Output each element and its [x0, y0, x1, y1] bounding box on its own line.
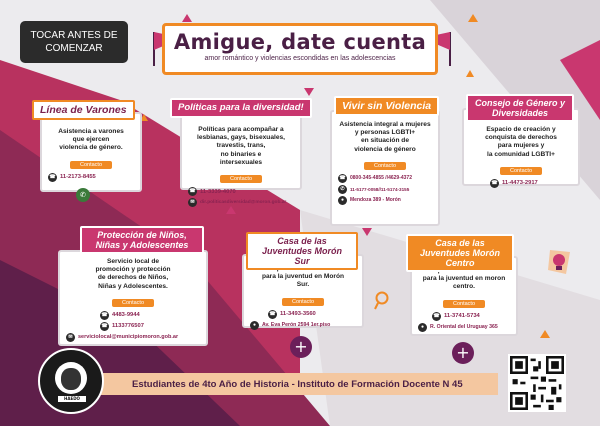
card-linea-varones: [40, 112, 142, 192]
contact-row[interactable]: ✉ dir.politicasdiversidad@moron.gob.ar: [188, 198, 300, 207]
decor-triangle: [540, 330, 550, 338]
card-label-vivir-sin-violencia: Vivir sin Violencia: [334, 96, 439, 116]
location-icon: ●: [418, 323, 427, 332]
contact-label: Contacto: [220, 175, 262, 183]
email-icon: ✉: [188, 198, 197, 207]
email-icon: ✉: [66, 333, 75, 342]
phone-icon: ☎: [101, 311, 108, 318]
card-description: para la juventud en Morón Sur.: [261, 273, 345, 289]
phone-icon: ☎: [269, 310, 276, 317]
contact-row[interactable]: ☎ 11-3741-5734: [433, 312, 480, 320]
decor-triangle: [466, 70, 474, 77]
card-vivir-sin-violencia: [330, 110, 440, 226]
contact-row[interactable]: ☎ 0800-345-4855 //4629-4372: [339, 174, 412, 182]
header-banner: [162, 23, 438, 75]
qr-code[interactable]: [508, 354, 566, 412]
footer-text: Estudiantes de 4to Año de Historia - Instituto de Formación Docente N 45: [132, 379, 463, 390]
seal-portrait: [61, 368, 81, 390]
card-label-proteccion-ninos: Protección de Niños, Niñas y Adolescentes: [80, 226, 204, 254]
start-button-line2: COMENZAR: [45, 43, 103, 54]
card-description: Asistencia a varones que ejercen violencia de género.: [58, 128, 124, 152]
page-subtitle: amor romántico y violencias escondidas en las adolescencias: [204, 55, 396, 62]
card-label-politicas-diversidad: Políticas para la diversidad!: [170, 98, 312, 118]
decor-triangle: [226, 206, 236, 214]
phone-icon: ☎: [433, 312, 440, 319]
location-icon: ●: [250, 321, 259, 330]
phone-icon: ☎: [189, 188, 196, 195]
contact-row[interactable]: ☎ 11-3339-4070: [189, 188, 236, 195]
decor-triangle: [304, 88, 314, 96]
magnifier-icon: [374, 290, 392, 310]
contact-label: Contacto: [364, 162, 406, 170]
contact-label: Contacto: [282, 298, 324, 306]
contact-row[interactable]: ☎ 11-2173-8455: [49, 173, 96, 181]
whatsapp-icon: ✆: [338, 185, 347, 194]
whatsapp-icon[interactable]: ✆: [76, 188, 90, 202]
decor-triangle: [182, 14, 192, 22]
phone-icon: ☎: [491, 179, 498, 186]
contact-label: Contacto: [500, 167, 542, 175]
start-button-line1: TOCAR ANTES DE: [30, 30, 118, 41]
phone-icon: ☎: [49, 173, 56, 180]
location-icon: ●: [338, 196, 347, 205]
card-label-juventudes-moron-centro: Casa de las Juventudes Morón Centro: [406, 234, 514, 272]
decor-triangle: [362, 228, 372, 236]
card-label-juventudes-moron-sur: Casa de las Juventudes Morón Sur: [246, 232, 358, 270]
card-label-linea-varones: Línea de Varones: [32, 100, 135, 120]
card-description: Asistencia integral a mujeres y personas LGBTI+ en situación de violencia de género: [339, 121, 431, 153]
card-description: para la juventud en moron centro.: [422, 275, 506, 291]
contact-row[interactable]: ☎ 4483-9944: [101, 311, 140, 319]
start-button[interactable]: [20, 21, 128, 63]
contact-row[interactable]: ☎ 11-3493-3560: [269, 310, 316, 318]
card-proteccion-ninos: [58, 250, 208, 346]
contact-row[interactable]: ● Av. Eva Perón 2594 1er.piso: [250, 321, 362, 330]
card-description: Políticas para acompañar a lesbianas, gays, bisexuales, travestis, trans, no binaries e intersexuales: [197, 126, 285, 166]
decor-triangle: [468, 14, 478, 22]
contact-label: Contacto: [112, 299, 154, 307]
card-description: Servicio local de promoción y protección de derechos de Niños, Niñas y Adolescentes.: [95, 258, 171, 290]
card-label-consejo-genero: Consejo de Género y Diversidades: [466, 94, 574, 122]
phone-icon: ☎: [101, 322, 108, 329]
card-politicas-diversidad: [180, 112, 302, 206]
lightbulb-icon: [546, 248, 572, 276]
contact-row[interactable]: ☎ 1133776507: [101, 322, 144, 330]
contact-row[interactable]: ☎ 11-4473-2917: [491, 179, 538, 187]
card-description: Espacio de creación y conquista de derechos para mujeres y la comunidad LGBTI+: [485, 126, 557, 158]
plus-button[interactable]: +: [290, 336, 312, 358]
contact-label: Contacto: [443, 300, 485, 308]
seal-ribbon: HAEDO: [58, 396, 86, 402]
institute-seal-logo: [38, 348, 104, 414]
phone-icon: ☎: [339, 174, 346, 181]
page-title: Amigue, date cuenta: [173, 30, 427, 54]
plus-button[interactable]: +: [452, 342, 474, 364]
contact-row[interactable]: ✉ serviciolocal@municipiomoron.gob.ar: [66, 333, 206, 342]
contact-row[interactable]: ✆ 11-5177-0058//11-5174-3155: [338, 185, 438, 194]
contact-row[interactable]: ● R. Oriental del Uruguay 365: [418, 323, 516, 332]
contact-row[interactable]: ● Mendoza 389 - Morón: [338, 196, 438, 205]
contact-label: Contacto: [70, 161, 112, 169]
